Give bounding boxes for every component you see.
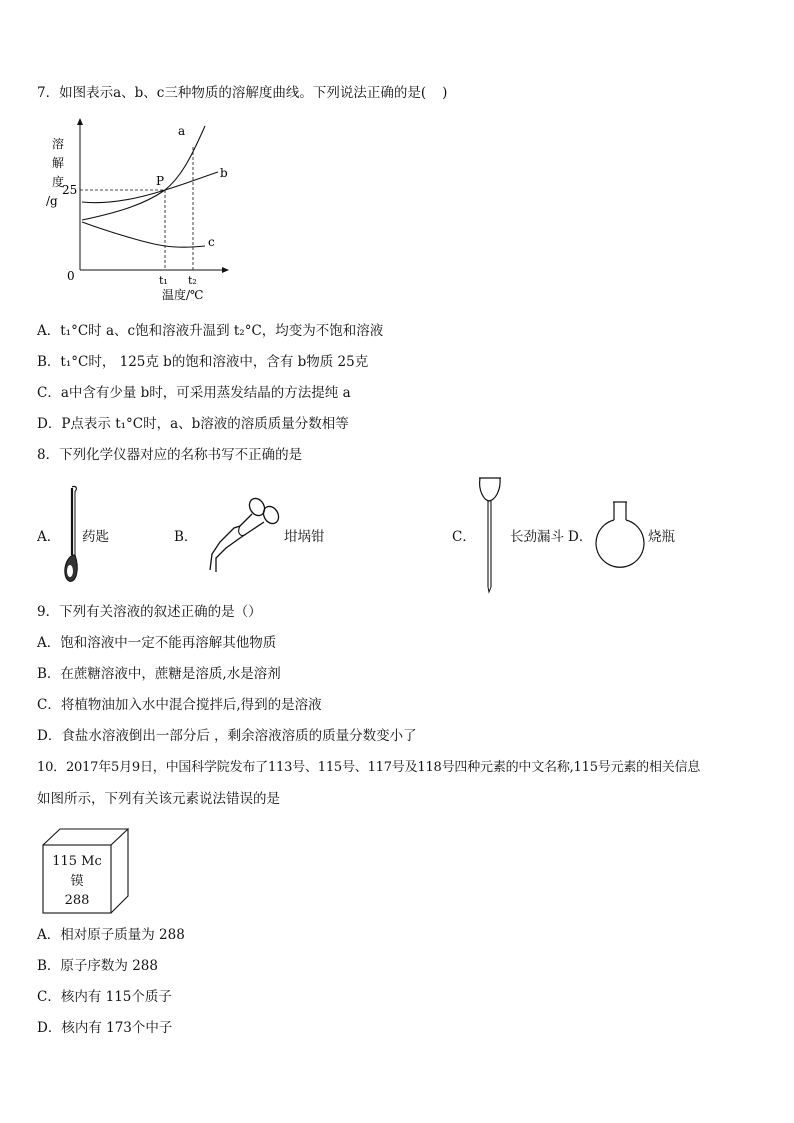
q8-c-name: 长劲漏斗	[510, 529, 564, 545]
y-label-char-1: 溶	[52, 137, 65, 151]
y-axis-arrow	[77, 118, 83, 125]
q7-stem-text: 7．如图表示a、b、c三种物质的溶解度曲线。下列说法正确的是(	[37, 85, 427, 101]
q9-option-a: A．饱和溶液中一定不能再溶解其他物质	[37, 635, 277, 651]
q8-b-letter: B．	[174, 529, 198, 545]
q9-option-c: C．将植物油加入水中混合搅拌后,得到的是溶液	[37, 697, 322, 713]
funnel-icon	[476, 473, 504, 595]
q10-option-c: C．核内有 115个质子	[37, 989, 172, 1005]
point-p-label: P	[156, 174, 165, 188]
crucible-tongs-icon	[200, 490, 284, 576]
x-tick-t2: t₂	[188, 274, 197, 287]
y-label-char-2: 解	[52, 156, 65, 170]
element-number-symbol: 115 Mc	[52, 854, 102, 869]
q10-option-b: B．原子序数为 288	[37, 958, 158, 974]
origin-label: 0	[67, 269, 75, 283]
q8-a-letter: A．	[37, 529, 61, 545]
q7-option-c: C．a中含有少量 b时，可采用蒸发结晶的方法提纯 a	[37, 385, 351, 401]
curve-c-label: c	[208, 235, 215, 249]
q7-option-a: A．t₁°C时 a、c饱和溶液升温到 t₂°C，均变为不饱和溶液	[37, 323, 384, 339]
element-mass: 288	[64, 893, 90, 908]
q10-option-a: A．相对原子质量为 288	[37, 927, 185, 943]
y-tick-25: 25	[62, 183, 78, 197]
curve-a-label: a	[178, 124, 186, 138]
y-label-char-3: 度	[52, 175, 65, 189]
curve-b-label: b	[220, 166, 228, 180]
q8-c-letter: C．	[452, 529, 476, 545]
q8-d-letter: D．	[568, 529, 593, 545]
q10-stem-line2: 如图所示，下列有关该元素说法错误的是	[37, 791, 280, 807]
spoon-icon	[58, 483, 84, 585]
q9-stem: 9．下列有关溶液的叙述正确的是（）	[37, 604, 262, 620]
q7-stem	[37, 84, 447, 102]
x-tick-t1: t₁	[159, 274, 168, 287]
q9-option-d: D．食盐水溶液倒出一部分后 ，剩余溶液溶质的质量分数变小了	[37, 728, 417, 744]
q9-option-b: B．在蔗糖溶液中，蔗糖是溶质,水是溶剂	[37, 666, 281, 682]
q10-option-d: D．核内有 173个中子	[37, 1020, 173, 1036]
q8-d-name: 烧瓶	[648, 529, 675, 545]
flask-icon	[593, 498, 647, 570]
y-label-char-4: /g	[46, 194, 58, 208]
x-axis-label: 温度/℃	[162, 288, 204, 302]
x-axis-arrow	[222, 267, 229, 273]
q8-a-name: 药匙	[82, 529, 109, 545]
q7-stem-close: )	[442, 85, 448, 101]
element-name: 镆	[70, 874, 84, 889]
curve-b	[82, 172, 218, 203]
q8-stem: 8．下列化学仪器对应的名称书写不正确的是	[37, 447, 303, 463]
solubility-curve-chart	[40, 112, 240, 304]
q7-option-b: B．t₁°C时， 125克 b的饱和溶液中，含有 b物质 25克	[37, 354, 369, 370]
q7-option-d: D．P点表示 t₁°C时，a、b溶液的溶质质量分数相等	[37, 416, 349, 432]
q8-b-name: 坩埚钳	[284, 529, 325, 545]
curve-a	[82, 126, 205, 220]
q10-stem-line1: 10．2017年5月9日，中国科学院发布了113号、115号、117号及118号四种元素的中文名称,115号元素的相关信息	[37, 760, 701, 775]
curve-c	[82, 222, 205, 247]
